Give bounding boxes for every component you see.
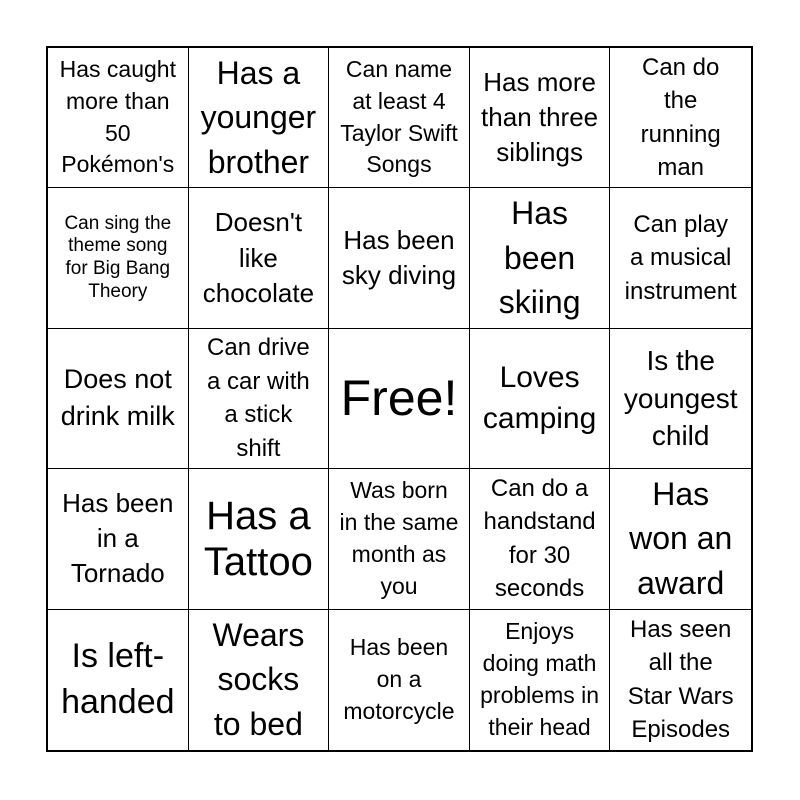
bingo-cell[interactable] [329,469,470,609]
bingo-cell-text: Has caught more than 50 Pokémon's [59,56,176,178]
bingo-cell[interactable] [48,188,189,328]
bingo-cell-text: Does not drink milk [60,363,175,432]
bingo-cell[interactable] [48,48,189,188]
bingo-cell[interactable] [189,329,330,469]
bingo-cell-text: Has been in a Tornado [62,488,174,589]
bingo-cell[interactable] [329,48,470,188]
bingo-cell[interactable] [610,610,751,750]
bingo-cell-text: Has a younger brother [200,54,317,181]
bingo-cell-text: Can do the running man [640,53,721,182]
bingo-cell[interactable] [610,329,751,469]
free-space-text: Free! [340,370,458,427]
bingo-cell[interactable] [189,188,330,328]
bingo-cell-text: Has seen all the Star Wars Episodes [627,615,734,744]
bingo-cell-text: Was born in the same month as you [339,477,459,599]
bingo-cell[interactable] [48,469,189,609]
bingo-cell-text: Can do a handstand for 30 seconds [483,474,596,603]
bingo-cell-text: Doesn't like chocolate [202,207,315,308]
bingo-cell[interactable] [470,329,611,469]
bingo-cell[interactable] [470,469,611,609]
bingo-cell-text: Loves camping [482,361,597,436]
bingo-cell[interactable] [189,48,330,188]
bingo-cell-text: Has won an award [629,475,733,602]
bingo-cell[interactable] [610,469,751,609]
bingo-cell[interactable] [329,610,470,750]
bingo-cell-text: Is left- handed [61,636,175,721]
bingo-board [46,46,753,752]
bingo-cell[interactable] [470,48,611,188]
free-space-cell[interactable] [329,329,470,469]
bingo-cell-text: Can drive a car with a stick shift [207,334,310,463]
bingo-cell-text: Has been sky diving [341,225,457,291]
bingo-cell-text: Has more than three siblings [481,67,599,168]
bingo-cell[interactable] [470,610,611,750]
bingo-cell-text: Wears socks to bed [212,616,305,743]
bingo-cell-text: Can play a musical instrument [624,210,737,305]
bingo-cell[interactable] [48,610,189,750]
bingo-cell-text: Has a Tattoo [203,493,313,584]
bingo-cell-text: Enjoys doing math problems in their head [480,618,600,740]
bingo-cell[interactable] [610,48,751,188]
bingo-cell-text: Can sing the theme song for Big Bang Theory [64,212,172,302]
bingo-cell[interactable] [610,188,751,328]
bingo-cell-text: Can name at least 4 Taylor Swift Songs [340,56,458,178]
bingo-cell-text: Has been on a motorcycle [343,634,455,724]
bingo-cell[interactable] [189,610,330,750]
bingo-cell-text: Has been skiing [498,194,581,321]
bingo-cell[interactable] [329,188,470,328]
bingo-cell[interactable] [470,188,611,328]
bingo-cell-text: Is the youngest child [623,344,738,452]
bingo-cell[interactable] [48,329,189,469]
bingo-cell[interactable] [189,469,330,609]
